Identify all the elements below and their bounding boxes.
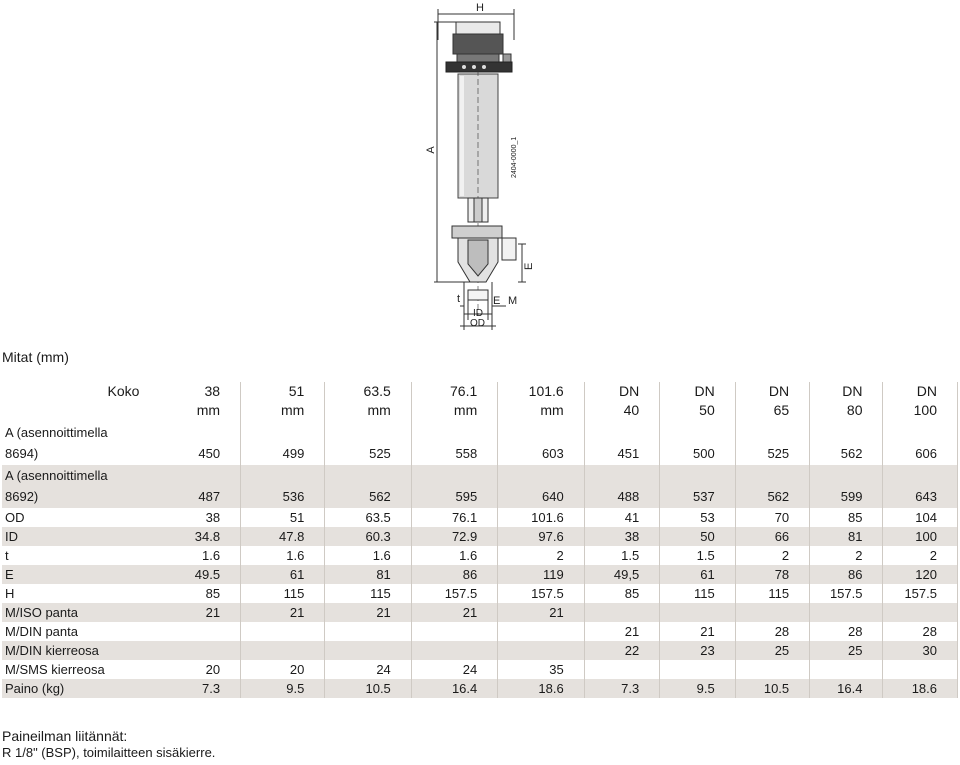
table-cell: 603 bbox=[498, 443, 584, 465]
table-cell: 38 bbox=[157, 508, 240, 527]
table-cell: 2 bbox=[498, 546, 584, 565]
header-size-bottom: mm bbox=[367, 402, 391, 418]
header-size-top: DN bbox=[618, 383, 640, 399]
table-cell: 61 bbox=[241, 565, 325, 584]
header-size-top: 101.6 bbox=[528, 383, 564, 399]
table-row bbox=[2, 546, 958, 565]
table-cell: 1.5 bbox=[584, 546, 660, 565]
table-cell: 643 bbox=[883, 486, 958, 508]
table-cell: 558 bbox=[411, 443, 497, 465]
header-size-bottom: 50 bbox=[699, 402, 715, 418]
table-cell: 606 bbox=[883, 443, 958, 465]
header-size bbox=[241, 382, 325, 422]
table-cell bbox=[325, 622, 411, 641]
empty-cell bbox=[883, 422, 958, 443]
table-cell: 86 bbox=[411, 565, 497, 584]
table-cell: 24 bbox=[325, 660, 411, 679]
dim-label-a: A bbox=[425, 146, 437, 154]
dim-label-h: H bbox=[476, 2, 484, 14]
table-cell: 20 bbox=[241, 660, 325, 679]
empty-cell bbox=[411, 465, 497, 486]
table-cell: 18.6 bbox=[498, 679, 584, 698]
table-cell: 25 bbox=[810, 641, 883, 660]
dimensions-table bbox=[2, 382, 958, 698]
header-size-top: DN bbox=[916, 383, 937, 399]
table-cell: 2 bbox=[883, 546, 958, 565]
header-size-bottom: mm bbox=[453, 402, 478, 418]
dim-label-id: ID bbox=[473, 308, 483, 319]
empty-cell bbox=[241, 465, 325, 486]
table-cell: 23 bbox=[660, 641, 736, 660]
header-size-bottom: 40 bbox=[623, 402, 640, 418]
table-cell: 599 bbox=[810, 486, 883, 508]
table-row-label-line bbox=[2, 465, 958, 486]
table-cell: 1.6 bbox=[157, 546, 240, 565]
table-cell: 16.4 bbox=[810, 679, 883, 698]
table-cell: 500 bbox=[660, 443, 736, 465]
table-cell: 72.9 bbox=[411, 527, 497, 546]
table-cell: 70 bbox=[735, 508, 809, 527]
table-cell: 85 bbox=[584, 584, 660, 603]
header-size-top: 63.5 bbox=[363, 383, 391, 399]
header-size-bottom: mm bbox=[281, 402, 305, 418]
table-cell bbox=[735, 603, 809, 622]
air-connection-text: R 1/8" (BSP), toimilaitteen sisäkierre. bbox=[2, 745, 216, 760]
header-koko: Koko bbox=[2, 382, 157, 422]
header-size-bottom: 100 bbox=[913, 402, 937, 418]
row-label: M/ISO panta bbox=[2, 603, 157, 622]
table-cell: 51 bbox=[241, 508, 325, 527]
table-cell bbox=[157, 641, 240, 660]
table-cell: 66 bbox=[735, 527, 809, 546]
header-size bbox=[735, 382, 809, 422]
empty-cell bbox=[735, 422, 809, 443]
table-cell bbox=[660, 660, 736, 679]
header-size bbox=[584, 382, 660, 422]
header-size-top: DN bbox=[842, 383, 863, 399]
row-label-top: A (asennoittimella bbox=[5, 425, 108, 440]
table-row bbox=[2, 603, 958, 622]
table-cell: 76.1 bbox=[411, 508, 497, 527]
table-cell: 499 bbox=[241, 443, 325, 465]
table-cell: 28 bbox=[883, 622, 958, 641]
empty-cell bbox=[735, 465, 809, 486]
table-cell: 21 bbox=[584, 622, 660, 641]
table-cell: 595 bbox=[411, 486, 497, 508]
dim-label-od: OD bbox=[470, 318, 485, 329]
table-cell bbox=[411, 622, 497, 641]
table-cell: 157.5 bbox=[411, 584, 497, 603]
table-cell: 7.3 bbox=[157, 679, 240, 698]
table-cell: 61 bbox=[660, 565, 736, 584]
empty-cell bbox=[883, 465, 958, 486]
table-cell bbox=[157, 622, 240, 641]
header-size-top: 38 bbox=[204, 383, 221, 399]
table-row bbox=[2, 679, 958, 698]
row-label: 8694) bbox=[5, 446, 39, 461]
empty-cell bbox=[325, 422, 411, 443]
table-row bbox=[2, 527, 958, 546]
header-size-top: DN bbox=[694, 383, 715, 399]
table-cell: 640 bbox=[498, 486, 584, 508]
header-size bbox=[157, 382, 240, 422]
header-size bbox=[498, 382, 584, 422]
row-label: M/DIN kierreosa bbox=[2, 641, 157, 660]
table-cell bbox=[735, 660, 809, 679]
table-cell: 49.5 bbox=[157, 565, 240, 584]
table-cell: 47.8 bbox=[241, 527, 325, 546]
table-cell: 7.3 bbox=[584, 679, 660, 698]
table-cell: 30 bbox=[883, 641, 958, 660]
table-cell: 41 bbox=[584, 508, 660, 527]
row-label: M/SMS kierreosa bbox=[5, 662, 105, 677]
row-label: Paino (kg) bbox=[2, 679, 157, 698]
table-cell: 525 bbox=[735, 443, 809, 465]
table-cell bbox=[660, 603, 736, 622]
table-row bbox=[2, 622, 958, 641]
header-size bbox=[810, 382, 883, 422]
table-cell: 536 bbox=[241, 486, 325, 508]
row-label: ID bbox=[2, 527, 157, 546]
header-size bbox=[660, 382, 736, 422]
table-cell: 115 bbox=[735, 584, 809, 603]
row-label: H bbox=[5, 586, 15, 601]
table-cell bbox=[498, 641, 584, 660]
table-row bbox=[2, 641, 958, 660]
table-cell: 78 bbox=[735, 565, 809, 584]
air-connection-title: Paineilman liitännät: bbox=[2, 728, 128, 744]
table-cell: 21 bbox=[411, 603, 497, 622]
table-row bbox=[2, 486, 958, 508]
header-size-bottom: mm bbox=[196, 402, 221, 418]
header-size-bottom: 65 bbox=[773, 402, 790, 418]
section-title: Mitat (mm) bbox=[2, 349, 69, 365]
table-cell: 9.5 bbox=[660, 679, 736, 698]
table-cell: 21 bbox=[498, 603, 584, 622]
table-cell: 38 bbox=[584, 527, 660, 546]
table-cell bbox=[810, 603, 883, 622]
empty-cell bbox=[584, 422, 660, 443]
table-cell: 53 bbox=[660, 508, 736, 527]
empty-cell bbox=[325, 465, 411, 486]
table-cell: 120 bbox=[883, 565, 958, 584]
table-cell: 85 bbox=[810, 508, 883, 527]
row-label: E bbox=[2, 565, 157, 584]
table-cell: 10.5 bbox=[325, 679, 411, 698]
row-label: M/DIN panta bbox=[5, 624, 78, 639]
empty-cell bbox=[498, 422, 584, 443]
table-cell bbox=[883, 660, 958, 679]
table-cell: 487 bbox=[157, 486, 240, 508]
table-cell: 562 bbox=[810, 443, 883, 465]
table-cell: 119 bbox=[498, 565, 584, 584]
empty-cell bbox=[810, 422, 883, 443]
table-cell: 537 bbox=[660, 486, 736, 508]
header-size bbox=[325, 382, 411, 422]
table-cell: 9.5 bbox=[241, 679, 325, 698]
table-cell: 115 bbox=[241, 584, 325, 603]
empty-cell bbox=[660, 465, 736, 486]
empty-cell bbox=[810, 465, 883, 486]
table-cell bbox=[584, 660, 660, 679]
table-cell bbox=[241, 641, 325, 660]
table-cell: 50 bbox=[660, 527, 736, 546]
empty-cell bbox=[498, 465, 584, 486]
empty-cell bbox=[157, 422, 240, 443]
table-row bbox=[2, 565, 958, 584]
empty-cell bbox=[584, 465, 660, 486]
header-size-bottom: mm bbox=[540, 402, 564, 418]
table-cell: 115 bbox=[325, 584, 411, 603]
row-label-top: A (asennoittimella bbox=[2, 465, 157, 486]
table-cell: 488 bbox=[584, 486, 660, 508]
table-cell: 562 bbox=[325, 486, 411, 508]
table-cell bbox=[241, 622, 325, 641]
dim-label-m: M bbox=[508, 295, 518, 307]
table-cell: 157.5 bbox=[498, 584, 584, 603]
header-size-top: DN bbox=[768, 383, 790, 399]
row-label: OD bbox=[5, 510, 25, 525]
table-cell: 18.6 bbox=[883, 679, 958, 698]
row-label: 8692) bbox=[2, 486, 157, 508]
table-cell: 2 bbox=[810, 546, 883, 565]
row-label: t bbox=[5, 548, 9, 563]
table-cell: 22 bbox=[584, 641, 660, 660]
empty-cell bbox=[660, 422, 736, 443]
table-cell: 20 bbox=[157, 660, 240, 679]
table-cell bbox=[411, 641, 497, 660]
table-cell: 451 bbox=[584, 443, 660, 465]
table-cell: 86 bbox=[810, 565, 883, 584]
table-header-row bbox=[2, 382, 958, 422]
table-cell: 28 bbox=[735, 622, 809, 641]
header-size bbox=[411, 382, 497, 422]
table-cell: 115 bbox=[660, 584, 736, 603]
table-row bbox=[2, 443, 958, 465]
dim-label-e-side: E bbox=[523, 262, 535, 270]
table-row bbox=[2, 660, 958, 679]
table-cell: 63.5 bbox=[325, 508, 411, 527]
table-cell: 450 bbox=[157, 443, 240, 465]
table-cell: 101.6 bbox=[498, 508, 584, 527]
header-size-bottom: 80 bbox=[846, 402, 863, 418]
header-size-top: 76.1 bbox=[450, 383, 478, 399]
table-cell bbox=[498, 622, 584, 641]
table-cell: 21 bbox=[157, 603, 240, 622]
table-cell: 1.6 bbox=[411, 546, 497, 565]
table-cell bbox=[810, 660, 883, 679]
dim-label-t: t bbox=[457, 293, 461, 305]
table-row bbox=[2, 508, 958, 527]
table-cell: 60.3 bbox=[325, 527, 411, 546]
table-cell: 21 bbox=[241, 603, 325, 622]
table-cell: 1.6 bbox=[325, 546, 411, 565]
table-cell: 16.4 bbox=[411, 679, 497, 698]
table-cell: 157.5 bbox=[883, 584, 958, 603]
table-cell: 34.8 bbox=[157, 527, 240, 546]
header-size bbox=[883, 382, 958, 422]
table-cell: 49,5 bbox=[584, 565, 660, 584]
table-row-label-line bbox=[2, 422, 958, 443]
table-cell bbox=[883, 603, 958, 622]
table-cell: 25 bbox=[735, 641, 809, 660]
empty-cell bbox=[157, 465, 240, 486]
table-cell: 28 bbox=[810, 622, 883, 641]
table-cell: 21 bbox=[660, 622, 736, 641]
table-cell: 100 bbox=[883, 527, 958, 546]
header-size-top: 51 bbox=[288, 383, 305, 399]
table-cell: 525 bbox=[325, 443, 411, 465]
table-cell: 1.6 bbox=[241, 546, 325, 565]
empty-cell bbox=[241, 422, 325, 443]
table-cell: 21 bbox=[325, 603, 411, 622]
empty-cell bbox=[411, 422, 497, 443]
table-cell: 35 bbox=[498, 660, 584, 679]
table-cell: 97.6 bbox=[498, 527, 584, 546]
table-cell bbox=[325, 641, 411, 660]
table-cell: 1.5 bbox=[660, 546, 736, 565]
dim-label-e-bottom: E bbox=[493, 295, 501, 307]
table-cell: 81 bbox=[810, 527, 883, 546]
table-cell: 562 bbox=[735, 486, 809, 508]
table-cell: 104 bbox=[883, 508, 958, 527]
table-cell bbox=[584, 603, 660, 622]
table-cell: 10.5 bbox=[735, 679, 809, 698]
valve-technical-drawing bbox=[380, 0, 580, 332]
drawing-code: 2404-0000_1 bbox=[511, 136, 518, 178]
table-cell: 2 bbox=[735, 546, 809, 565]
table-cell: 85 bbox=[157, 584, 240, 603]
table-row bbox=[2, 584, 958, 603]
table-cell: 81 bbox=[325, 565, 411, 584]
table-cell: 24 bbox=[411, 660, 497, 679]
table-cell: 157.5 bbox=[810, 584, 883, 603]
